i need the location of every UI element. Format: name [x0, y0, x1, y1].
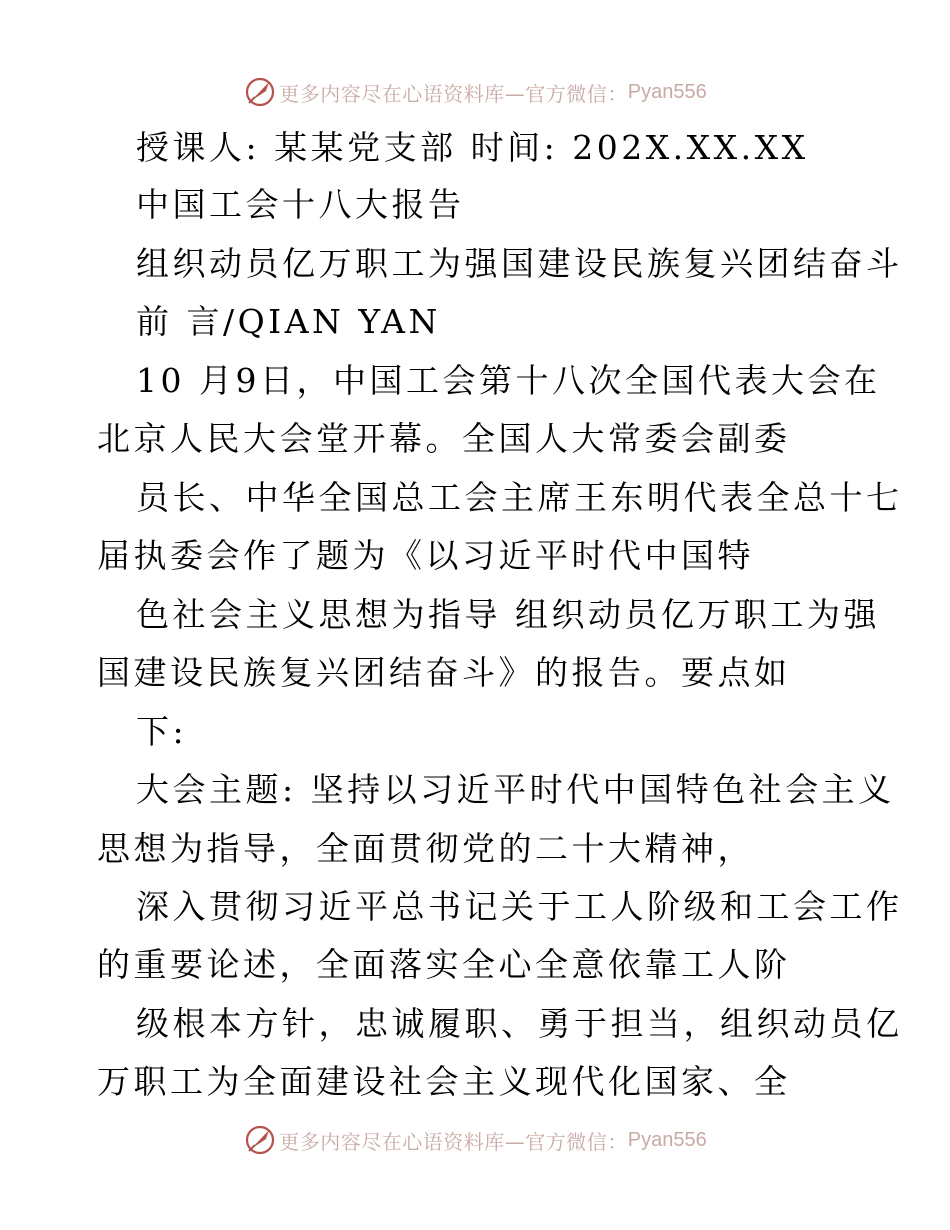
watermark-wechat-id: Pyan556 — [627, 80, 707, 103]
paragraph-line: 色社会主义思想为指导 组织动员亿万职工为强 — [136, 595, 880, 634]
preface-heading: 前 言/QIAN YAN — [136, 302, 441, 341]
report-subtitle: 组织动员亿万职工为强国建设民族复兴团结奋斗 — [136, 244, 903, 283]
paragraph-line: 深入贯彻习近平总书记关于工人阶级和工会工作 — [136, 887, 903, 926]
header-watermark — [0, 72, 950, 112]
paragraph-line: 10 月9日，中国工会第十八次全国代表大会在 — [136, 361, 881, 400]
paragraph-line: 大会主题: 坚持以习近平时代中国特色社会主义 — [136, 770, 895, 809]
paragraph-line: 思想为指导，全面贯彻党的二十大精神， — [97, 829, 754, 868]
paragraph-line: 万职工为全面建设社会主义现代化国家、全 — [97, 1062, 791, 1101]
paragraph-line: 国建设民族复兴团结奋斗》的报告。要点如 — [97, 653, 791, 692]
watermark-wechat-id: Pyan556 — [627, 1128, 707, 1151]
report-title: 中国工会十八大报告 — [136, 185, 465, 224]
paragraph-line: 届执委会作了题为《以习近平时代中国特 — [97, 536, 754, 575]
paragraph-line: 的重要论述，全面落实全心全意依靠工人阶 — [97, 945, 791, 984]
quill-circle-logo-icon — [243, 75, 277, 109]
footer-watermark — [0, 1120, 950, 1160]
lecturer-line: 授课人: 某某党支部 时间: 202X.XX.XX — [136, 128, 809, 167]
watermark-text: 更多内容尽在心语资料库—官方微信： — [279, 81, 628, 106]
paragraph-line: 北京人民大会堂开幕。全国人大常委会副委 — [97, 419, 791, 458]
quill-circle-logo-icon — [243, 1123, 277, 1157]
paragraph-line: 员长、中华全国总工会主席王东明代表全总十七 — [136, 478, 903, 517]
watermark-text: 更多内容尽在心语资料库—官方微信： — [279, 1129, 628, 1154]
paragraph-line: 下: — [136, 712, 188, 751]
paragraph-line: 级根本方针，忠诚履职、勇于担当，组织动员亿 — [136, 1004, 903, 1043]
